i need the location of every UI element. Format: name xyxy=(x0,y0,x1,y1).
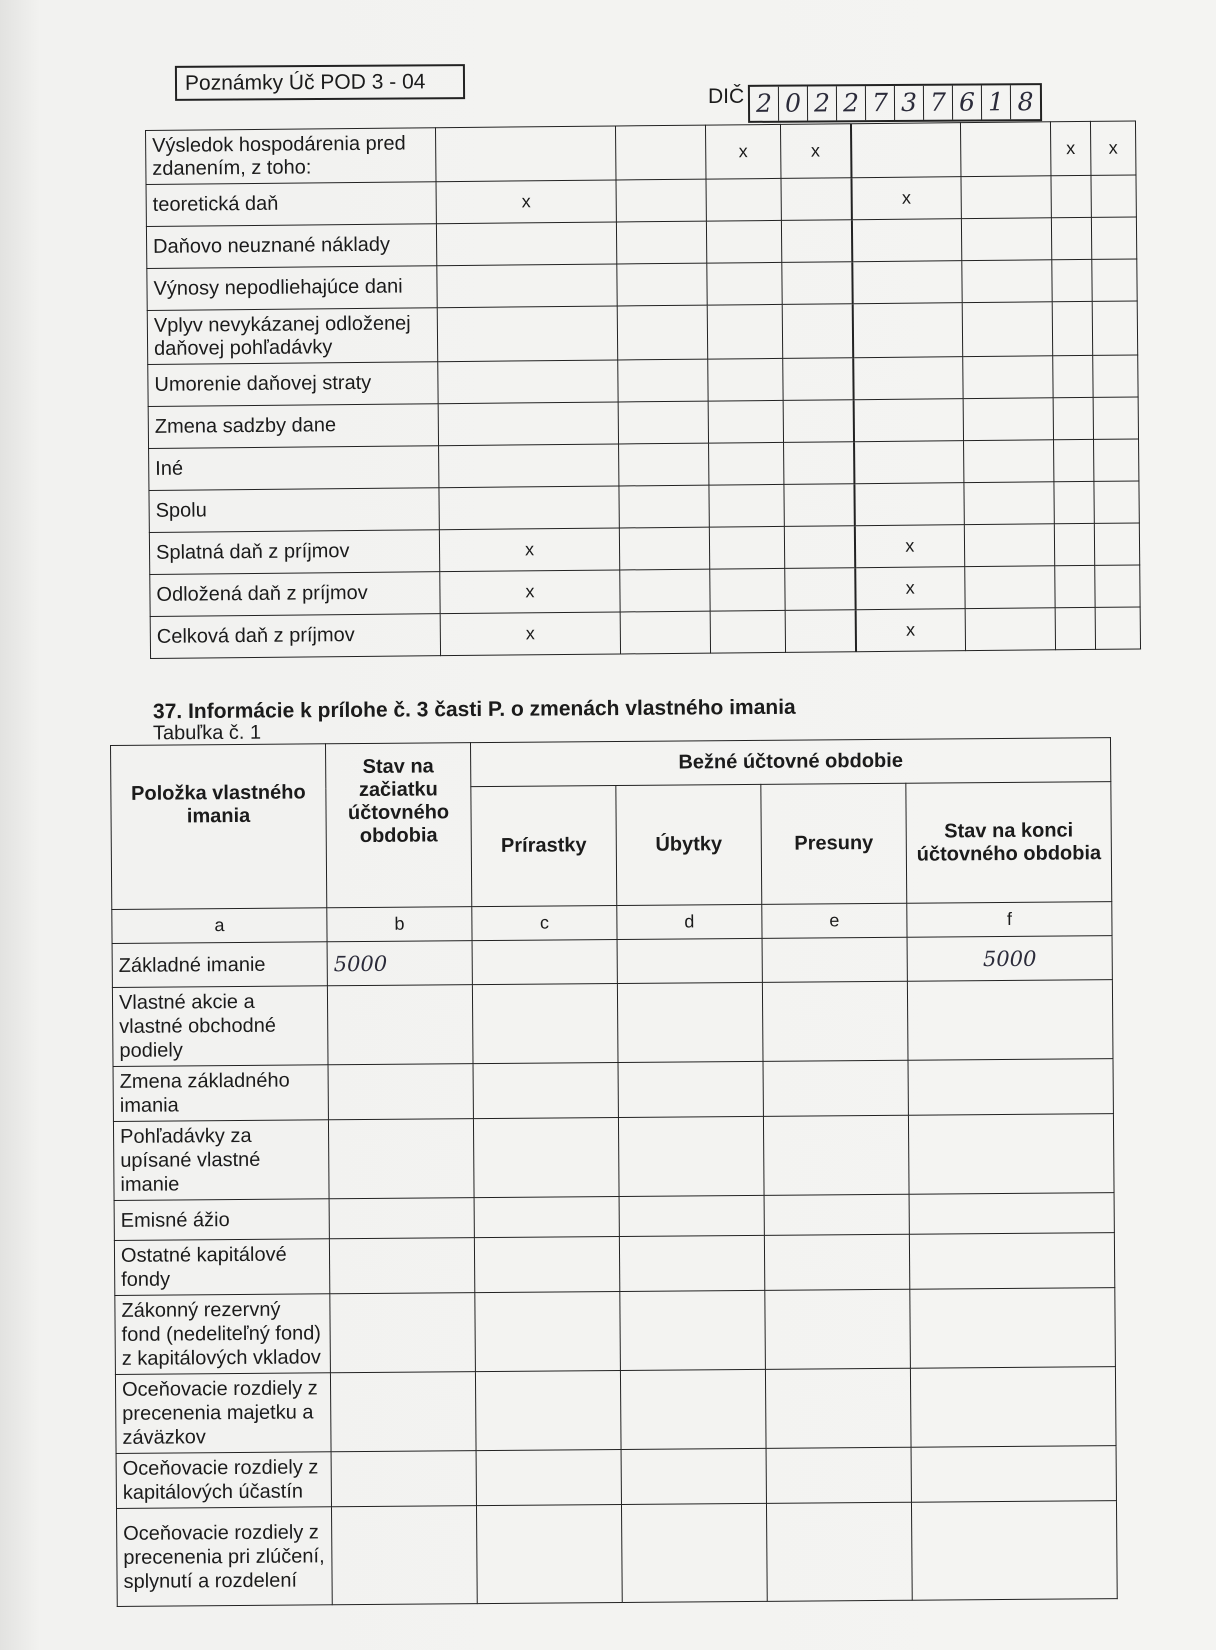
tax-cell[interactable] xyxy=(438,402,618,446)
equity-cell-b[interactable] xyxy=(331,1451,476,1507)
tax-row-label: Spolu xyxy=(149,488,439,533)
equity-row xyxy=(115,1288,1116,1375)
equity-cell-e[interactable] xyxy=(766,1502,912,1601)
equity-row-label: Vlastné akcie a vlastné obchodné podiely xyxy=(112,986,328,1067)
tax-cell[interactable] xyxy=(616,221,706,264)
equity-cell-e[interactable] xyxy=(762,937,907,982)
dic-field[interactable] xyxy=(748,83,1042,123)
tax-cell[interactable] xyxy=(785,568,855,611)
dic-digit[interactable]: 8 xyxy=(1017,87,1034,117)
equity-cell-b[interactable] xyxy=(329,1238,474,1294)
tax-cell[interactable] xyxy=(784,526,854,569)
tax-cell[interactable] xyxy=(619,443,709,486)
header-period: Bežné účtovné obdobie xyxy=(470,738,1110,787)
header-item: Položka vlastného imania xyxy=(111,744,327,910)
equity-cell-b[interactable] xyxy=(328,1064,473,1120)
equity-row-label: Zmena základného imania xyxy=(113,1065,328,1122)
tax-cell[interactable] xyxy=(964,482,1054,525)
equity-changes-table xyxy=(110,737,1118,1607)
column-letter: e xyxy=(762,903,907,938)
tax-cell[interactable] xyxy=(784,484,854,527)
tax-cell[interactable] xyxy=(1051,217,1091,259)
tax-table-row xyxy=(147,301,1137,365)
equity-row xyxy=(112,936,1112,988)
tax-cell[interactable] xyxy=(619,527,709,570)
tax-cell[interactable] xyxy=(962,302,1053,357)
tax-reconciliation-table xyxy=(145,120,1141,658)
tax-cell[interactable] xyxy=(618,401,708,444)
equity-row xyxy=(116,1446,1116,1509)
tax-cell[interactable] xyxy=(1095,607,1140,649)
tax-row-label: Celková daň z príjmov xyxy=(150,614,440,659)
equity-cell-d[interactable] xyxy=(618,1061,763,1117)
equity-cell-d[interactable] xyxy=(618,1116,764,1196)
tax-cell[interactable]: x xyxy=(855,567,965,610)
equity-cell-e[interactable] xyxy=(766,1447,911,1503)
tax-cell[interactable] xyxy=(1095,565,1140,607)
tax-table-row xyxy=(150,607,1140,659)
tax-cell[interactable] xyxy=(707,262,782,305)
tax-cell[interactable] xyxy=(1094,481,1139,523)
tax-cell[interactable] xyxy=(619,485,709,528)
equity-cell-c[interactable] xyxy=(474,1237,619,1293)
dic-digit[interactable]: 2 xyxy=(808,86,837,120)
tax-cell[interactable]: x xyxy=(851,177,961,220)
dic-digit[interactable]: 3 xyxy=(895,86,924,120)
tax-cell[interactable] xyxy=(1054,481,1094,523)
equity-row-label: Emisné ážio xyxy=(114,1199,329,1241)
tax-cell[interactable] xyxy=(710,610,785,653)
equity-cell-c[interactable] xyxy=(475,1292,621,1372)
equity-row-label: Oceňovacie rozdiely z kapitálových účastín xyxy=(116,1452,331,1509)
tax-cell[interactable] xyxy=(438,360,618,404)
equity-row xyxy=(116,1501,1117,1607)
tax-cell[interactable] xyxy=(783,358,853,401)
tax-cell[interactable] xyxy=(1051,175,1091,217)
header-increase: Prírastky xyxy=(471,786,617,907)
dic-digit[interactable]: 6 xyxy=(953,85,982,119)
tax-row-label: Umorenie daňovej straty xyxy=(148,362,438,407)
dic-digit[interactable]: 2 xyxy=(750,87,779,121)
equity-cell-f[interactable]: 5000 xyxy=(907,936,1112,982)
equity-cell-f[interactable] xyxy=(908,1059,1113,1116)
tax-cell[interactable] xyxy=(435,126,616,182)
equity-row xyxy=(114,1233,1114,1296)
dic-digit[interactable]: 0 xyxy=(779,87,808,121)
tax-cell[interactable] xyxy=(710,568,785,611)
equity-cell-b[interactable] xyxy=(327,985,473,1065)
tax-cell[interactable] xyxy=(439,486,619,530)
tax-cell[interactable] xyxy=(1055,607,1095,649)
tax-cell[interactable] xyxy=(965,566,1055,609)
tax-cell[interactable] xyxy=(616,179,706,222)
tax-cell[interactable] xyxy=(785,610,855,653)
column-letter: d xyxy=(617,904,762,939)
equity-cell-d[interactable] xyxy=(621,1448,766,1504)
tax-cell[interactable] xyxy=(1091,175,1136,217)
equity-cell-e[interactable] xyxy=(765,1289,911,1369)
tax-cell[interactable] xyxy=(615,125,706,180)
tax-cell[interactable]: x xyxy=(705,124,781,179)
column-letter: c xyxy=(472,906,617,941)
equity-cell-d[interactable] xyxy=(620,1369,766,1449)
equity-cell-d[interactable] xyxy=(620,1290,766,1370)
tax-cell[interactable]: x xyxy=(440,570,620,614)
header-start: Stav na začiatku účtovného obdobia xyxy=(325,743,471,908)
equity-row xyxy=(113,1059,1113,1122)
tax-cell[interactable] xyxy=(782,262,852,305)
tax-cell[interactable]: x xyxy=(1050,121,1091,175)
dic-label: DIČ xyxy=(708,85,745,108)
equity-row xyxy=(113,1114,1114,1201)
tax-cell[interactable] xyxy=(963,398,1053,441)
form-code-box: Poznámky Úč POD 3 - 04 xyxy=(175,64,465,101)
equity-cell-e[interactable] xyxy=(764,1234,909,1290)
tax-cell[interactable] xyxy=(1054,523,1094,565)
tax-cell[interactable] xyxy=(850,123,961,178)
tax-cell[interactable] xyxy=(1092,301,1138,355)
tax-cell[interactable] xyxy=(707,304,783,359)
header-decrease: Úbytky xyxy=(616,784,762,905)
tax-cell[interactable] xyxy=(617,263,707,306)
equity-row xyxy=(115,1367,1116,1454)
equity-cell-f[interactable] xyxy=(911,1446,1116,1503)
tax-cell[interactable] xyxy=(1094,439,1139,481)
equity-row-label: Pohľadávky za upísané vlastné imanie xyxy=(113,1120,329,1201)
tax-cell[interactable] xyxy=(1052,301,1093,355)
tax-cell[interactable] xyxy=(709,484,784,527)
column-letter: a xyxy=(112,908,327,944)
tax-cell[interactable] xyxy=(1055,565,1095,607)
tax-row-label: Splatná daň z príjmov xyxy=(149,530,439,575)
tax-row-label: teoretická daň xyxy=(146,182,436,227)
equity-row-label: Oceňovacie rozdiely z precenenia pri zlúčení, splynutí a rozdelení xyxy=(116,1507,332,1607)
equity-cell-f[interactable] xyxy=(908,1114,1114,1195)
equity-cell-e[interactable] xyxy=(763,1060,908,1116)
tax-cell[interactable] xyxy=(1092,259,1137,301)
tax-row-label: Výsledok hospodárenia pred zdanením, z toho: xyxy=(146,128,437,185)
tax-cell[interactable] xyxy=(960,122,1051,177)
equity-cell-c[interactable] xyxy=(473,1118,619,1198)
tax-cell[interactable] xyxy=(620,569,710,612)
equity-cell-f[interactable] xyxy=(907,980,1113,1061)
tax-cell[interactable] xyxy=(1093,397,1138,439)
equity-cell-b[interactable] xyxy=(330,1293,476,1373)
tax-cell[interactable] xyxy=(439,444,619,488)
tax-cell[interactable] xyxy=(1053,355,1093,397)
tax-cell[interactable] xyxy=(781,220,851,263)
tax-row-label: Vplyv nevykázanej odloženej daňovej pohľadávky xyxy=(147,308,438,365)
header-transfers: Presuny xyxy=(761,783,907,904)
equity-row-label: Zákonný rezervný fond (nedeliteľný fond) z kapitálových vkladov xyxy=(115,1294,331,1375)
tax-cell[interactable] xyxy=(853,357,963,400)
tax-cell[interactable]: x xyxy=(854,525,964,568)
equity-cell-c[interactable] xyxy=(472,940,617,985)
tax-cell[interactable] xyxy=(964,440,1054,483)
tax-cell[interactable] xyxy=(961,176,1051,219)
tax-cell[interactable]: x xyxy=(439,528,619,572)
equity-row-label: Ostatné kapitálové fondy xyxy=(114,1239,329,1296)
equity-row xyxy=(112,980,1113,1067)
tax-cell[interactable] xyxy=(854,483,964,526)
tax-cell[interactable] xyxy=(617,305,708,360)
equity-cell-f[interactable] xyxy=(910,1367,1116,1448)
tax-cell[interactable] xyxy=(851,219,961,262)
tax-cell[interactable]: x xyxy=(440,612,620,656)
tax-cell[interactable] xyxy=(1091,217,1136,259)
equity-cell-f[interactable] xyxy=(911,1501,1117,1601)
equity-cell-d[interactable] xyxy=(617,982,763,1062)
tax-cell[interactable] xyxy=(783,400,853,443)
tax-cell[interactable] xyxy=(961,218,1051,261)
tax-cell[interactable] xyxy=(854,441,964,484)
equity-cell-e[interactable] xyxy=(764,1194,909,1235)
section-37-title: 37. Informácie k prílohe č. 3 časti P. o zmenách vlastného imania xyxy=(152,695,796,724)
equity-cell-e[interactable] xyxy=(765,1368,911,1448)
equity-cell-c[interactable] xyxy=(474,1197,619,1238)
equity-cell-b[interactable] xyxy=(328,1119,474,1199)
equity-cell-c[interactable] xyxy=(476,1450,621,1506)
tax-cell[interactable] xyxy=(784,442,854,485)
dic-digit[interactable]: 1 xyxy=(982,85,1011,119)
equity-cell-c[interactable] xyxy=(473,1063,618,1119)
equity-cell-b[interactable]: 5000 xyxy=(327,941,472,986)
tax-cell[interactable] xyxy=(1094,523,1139,565)
dic-digit[interactable]: 7 xyxy=(924,86,953,120)
equity-cell-e[interactable] xyxy=(762,981,908,1061)
tax-cell[interactable] xyxy=(962,260,1052,303)
equity-cell-b[interactable] xyxy=(331,1506,477,1605)
column-letter: f xyxy=(907,902,1112,938)
equity-row-label: Základné imanie xyxy=(112,942,327,988)
tax-row-label: Zmena sadzby dane xyxy=(148,404,438,449)
dic-digit[interactable]: 7 xyxy=(866,86,895,120)
tax-cell[interactable] xyxy=(437,264,617,308)
equity-cell-c[interactable] xyxy=(472,984,618,1064)
tax-table-row xyxy=(146,121,1136,185)
tax-cell[interactable] xyxy=(964,524,1054,567)
tax-row-label: Iné xyxy=(149,446,439,491)
tax-cell[interactable] xyxy=(437,306,618,362)
equity-cell-c[interactable] xyxy=(476,1505,622,1604)
tax-cell[interactable] xyxy=(1053,397,1093,439)
equity-cell-c[interactable] xyxy=(475,1371,621,1451)
tax-cell[interactable] xyxy=(706,220,781,263)
tax-cell[interactable] xyxy=(709,526,784,569)
tax-cell[interactable] xyxy=(1093,355,1138,397)
tax-cell[interactable]: x xyxy=(855,609,965,652)
tax-cell[interactable]: x xyxy=(436,180,616,224)
equity-cell-b[interactable] xyxy=(329,1198,474,1239)
equity-cell-e[interactable] xyxy=(763,1115,909,1195)
tax-cell[interactable]: x xyxy=(1090,121,1136,175)
tax-cell[interactable] xyxy=(706,178,781,221)
dic-digit[interactable]: 2 xyxy=(837,86,866,120)
tax-cell[interactable] xyxy=(782,304,853,359)
tax-cell[interactable] xyxy=(963,356,1053,399)
equity-cell-f[interactable] xyxy=(910,1288,1116,1369)
equity-cell-b[interactable] xyxy=(330,1372,476,1452)
tax-cell[interactable] xyxy=(618,359,708,402)
header-end: Stav na konci účtovného obdobia xyxy=(906,782,1112,904)
tax-row-label: Odložená daň z príjmov xyxy=(150,572,440,617)
table-number-label: Tabuľka č. 1 xyxy=(152,721,262,745)
tax-row-label: Daňovo neuznané náklady xyxy=(146,224,436,269)
tax-cell[interactable] xyxy=(708,400,783,443)
tax-cell[interactable] xyxy=(436,222,616,266)
equity-cell-d[interactable] xyxy=(619,1195,764,1236)
equity-row-label: Oceňovacie rozdiely z precenenia majetku a záväzkov xyxy=(115,1373,331,1454)
tax-cell[interactable] xyxy=(709,442,784,485)
equity-cell-f[interactable] xyxy=(909,1233,1114,1290)
tax-cell[interactable] xyxy=(852,303,963,358)
tax-row-label: Výnosy nepodliehajúce dani xyxy=(147,266,437,311)
tax-cell[interactable] xyxy=(852,261,962,304)
column-letter: b xyxy=(327,907,472,942)
equity-cell-d[interactable] xyxy=(617,938,762,983)
equity-cell-f[interactable] xyxy=(909,1193,1114,1235)
tax-cell[interactable] xyxy=(1052,259,1092,301)
tax-cell[interactable] xyxy=(853,399,963,442)
tax-cell[interactable] xyxy=(965,608,1055,651)
equity-cell-d[interactable] xyxy=(619,1235,764,1291)
tax-cell[interactable] xyxy=(708,358,783,401)
tax-cell[interactable] xyxy=(781,178,851,221)
tax-cell[interactable]: x xyxy=(780,124,851,179)
tax-cell[interactable] xyxy=(1054,439,1094,481)
equity-cell-d[interactable] xyxy=(621,1503,767,1602)
tax-cell[interactable] xyxy=(620,611,710,654)
